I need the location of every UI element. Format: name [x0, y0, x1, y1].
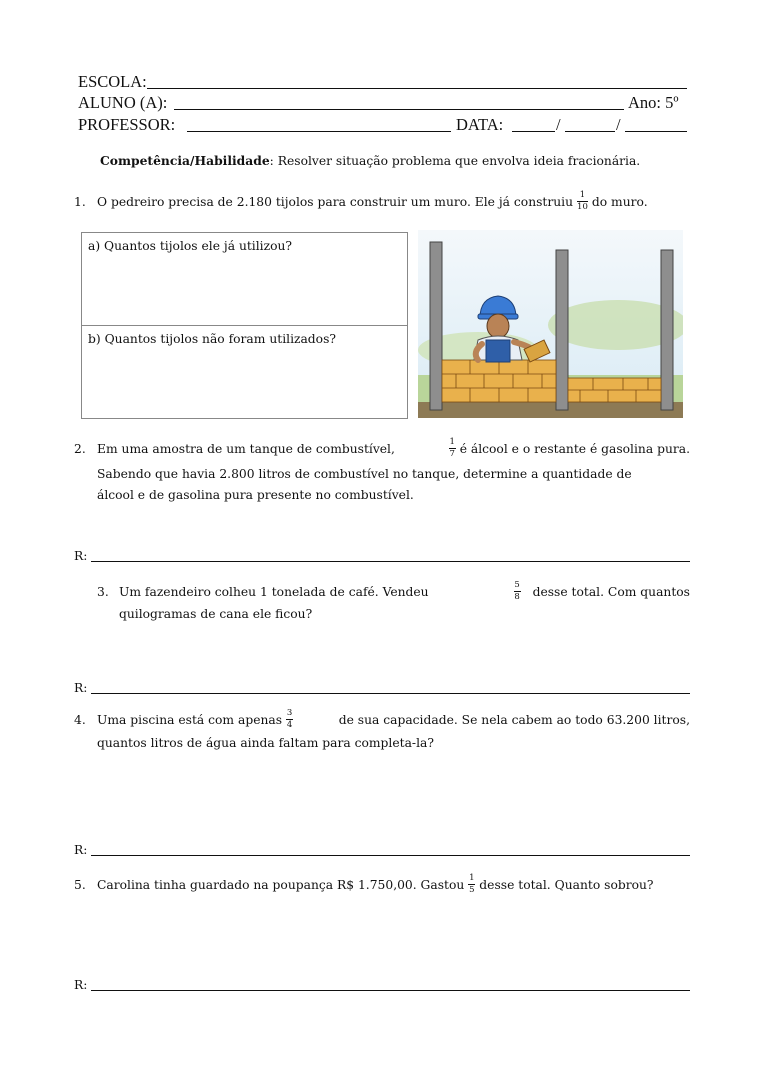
q2-answer-label: R: [74, 549, 88, 563]
q2-text-before: Em uma amostra de um tanque de combustível, [97, 442, 395, 456]
q3-line2: quilogramas de cana ele ficou? [119, 607, 313, 621]
q5-answer-label: R: [74, 978, 88, 992]
aluno-label: ALUNO (A): [78, 93, 168, 112]
q1-text-before: O pedreiro precisa de 2.180 tijolos para construir um muro. Ele já construiu [97, 195, 574, 209]
escola-row [78, 72, 688, 92]
date-year-line[interactable] [625, 131, 687, 132]
q1-sub-b[interactable] [82, 326, 408, 419]
q1-sub-b-text: b) Quantos tijolos não foram utilizados? [88, 332, 336, 346]
escola-label: ESCOLA: [78, 72, 147, 91]
q1-number: 1. [74, 195, 86, 209]
ano-label: Ano: 5º [628, 93, 679, 112]
q5-text-before: Carolina tinha guardado na poupança R$ 1.750,00. Gastou [97, 878, 465, 892]
q2-line3: álcool e de gasolina pura presente no combustível. [97, 488, 414, 502]
q4-line2: quantos litros de água ainda faltam para completa-la? [97, 736, 434, 750]
data-label: DATA: [456, 115, 504, 134]
q2-answer-line[interactable] [74, 546, 690, 566]
q1-sub-a-text: a) Quantos tijolos ele já utilizou? [88, 239, 293, 253]
q2-number: 2. [74, 442, 86, 456]
q5-fraction [468, 874, 475, 895]
q3-answer-line[interactable] [74, 678, 690, 698]
q1-text-after: do muro. [591, 195, 648, 209]
professor-row [78, 115, 688, 135]
q2-fraction [449, 438, 456, 459]
q3-number: 3. [97, 585, 109, 599]
q5-line1 [97, 873, 654, 897]
q4-fraction [286, 709, 293, 730]
q4-number: 4. [74, 713, 86, 727]
q4-answer-line[interactable] [74, 840, 690, 860]
date-month-line[interactable] [565, 131, 615, 132]
q3-frac-den: 8 [514, 592, 520, 602]
q1-answer-table [81, 232, 408, 419]
q2-frac-den: 7 [449, 449, 455, 459]
q4-text-before: Uma piscina está com apenas [97, 713, 283, 727]
q5-frac-num: 1 [469, 873, 475, 883]
q3-answer-label: R: [74, 681, 88, 695]
competencia-line [100, 149, 640, 173]
q2-text-after: é álcool e o restante é gasolina pura. [459, 442, 690, 456]
q3-frac-num: 5 [514, 580, 520, 590]
competencia-label: Competência/Habilidade [100, 153, 270, 168]
escola-field-line[interactable] [147, 88, 687, 89]
q4-text-after: de sua capacidade. Se nela cabem ao todo 63.200 litros, [338, 713, 690, 727]
competencia-text: : Resolver situação problema que envolva ideia fracionária. [269, 154, 641, 168]
q1-text [97, 190, 648, 214]
aluno-field-line[interactable] [174, 109, 624, 110]
q1-sub-a[interactable] [82, 233, 408, 326]
q2-line1 [97, 437, 690, 461]
q3-line1 [119, 580, 690, 604]
q3-text-before: Um fazendeiro colheu 1 tonelada de café. Vendeu [119, 585, 429, 599]
q2-line2: Sabendo que havia 2.800 litros de combustível no tanque, determine a quantidade de [97, 467, 632, 481]
q4-line1 [97, 708, 690, 732]
q4-frac-den: 4 [286, 720, 293, 730]
date-slash-1: / [556, 115, 561, 134]
q3-fraction [514, 581, 521, 602]
date-day-line[interactable] [512, 131, 555, 132]
date-slash-2: / [616, 115, 621, 134]
q1-frac-den: 10 [577, 202, 588, 212]
q1-fraction [577, 191, 588, 212]
q1-frac-num: 1 [579, 190, 586, 200]
q4-frac-num: 3 [286, 708, 293, 718]
q5-number: 5. [74, 878, 86, 892]
q4-answer-label: R: [74, 843, 88, 857]
bricklayer-illustration [418, 230, 683, 418]
aluno-row [78, 93, 688, 113]
q3-text-after: desse total. Com quantos [532, 585, 690, 599]
professor-field-line[interactable] [187, 131, 451, 132]
q5-frac-den: 5 [469, 885, 475, 895]
professor-label: PROFESSOR: [78, 115, 176, 134]
q2-frac-num: 1 [449, 437, 455, 447]
q5-answer-line[interactable] [74, 975, 690, 995]
q5-text-after: desse total. Quanto sobrou? [479, 878, 654, 892]
